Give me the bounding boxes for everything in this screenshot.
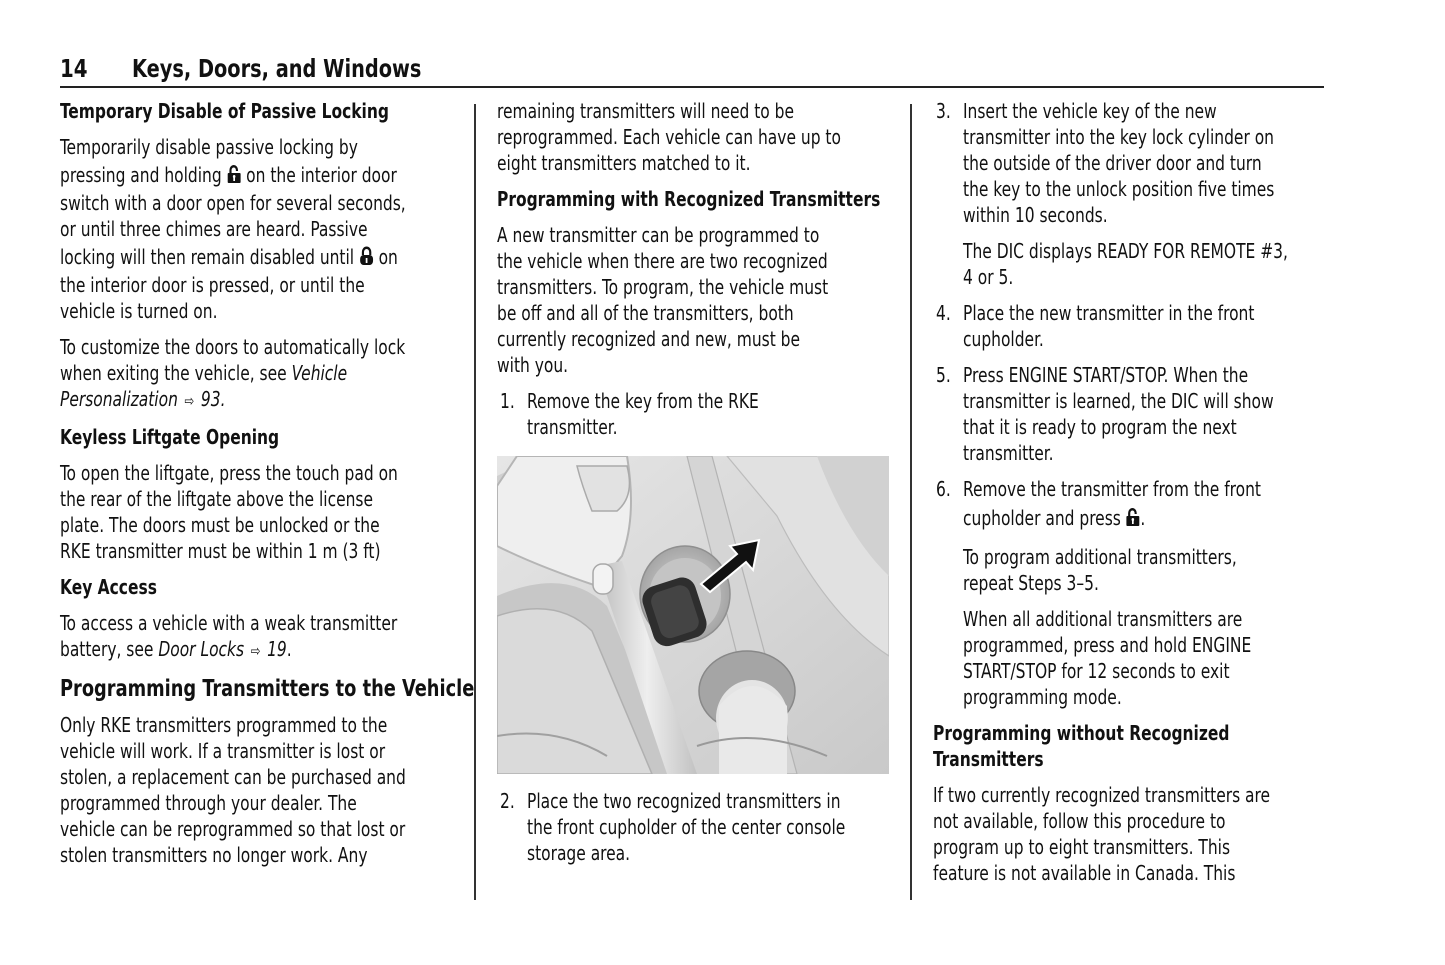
paragraph-temporary-disable: Temporarily disable passive locking by pressing and holding on the interior door switch with a door open for several seconds, or until three chimes are heard. Passive locking will then remain disabled until on the interior door is pressed, or until the vehicle is turned on. xyxy=(60,135,406,323)
step-3: 3. Insert the vehicle key of the new transmitter into the key lock cylinder on the outside of the driver door and turn the key to the unlock position five times within 10 seconds. xyxy=(936,99,1275,227)
unlock-icon xyxy=(1126,507,1141,527)
heading-with-recognized: Programming with Recognized Transmitters xyxy=(497,187,881,211)
page-reference-arrow-icon: ⇨ xyxy=(184,392,195,410)
column-divider xyxy=(910,104,912,900)
heading-keyless-liftgate: Keyless Liftgate Opening xyxy=(60,425,280,449)
column-divider xyxy=(474,104,476,900)
step-2: 2. Place the two recognized transmitters in the front cupholder of the center console storage area. xyxy=(500,789,846,865)
step-6-note-2: When all additional transmitters are programmed, press and hold ENGINE START/STOP for 12 seconds to exit programming mode. xyxy=(963,607,1252,709)
lock-icon xyxy=(359,246,374,266)
step-3-note: The DIC displays READY FOR REMOTE #3, 4 or 5. xyxy=(963,239,1288,289)
paragraph-liftgate: To open the liftgate, press the touch pad on the rear of the liftgate above the license plate. The doors must be unlocked or the RKE transmitter must be within 1 m (3 ft) xyxy=(60,461,398,563)
step-6: 6. Remove the transmitter from the front cupholder and press . xyxy=(936,477,1261,530)
link-vehicle-personalization[interactable]: Vehicle xyxy=(291,361,348,385)
unlock-icon xyxy=(227,164,242,184)
paragraph-key-access: To access a vehicle with a weak transmitter battery, see Door Locks ⇨ 19. xyxy=(60,611,398,661)
paragraph-programming: Only RKE transmitters programmed to the vehicle will work. If a transmitter is lost or stolen, a replacement can be purchased and programmed through your dealer. The vehicle can be reprogrammed so that lost or stolen transmitters no longer work. Any xyxy=(60,713,406,867)
paragraph-with-recognized: A new transmitter can be programmed to the vehicle when there are two recognized transmitters. To program, the vehicle must be off and all of the transmitters, both currently recognized and new, must be with you. xyxy=(497,223,829,377)
heading-temporary-disable: Temporary Disable of Passive Locking xyxy=(60,99,389,123)
link-door-locks[interactable]: Door Locks xyxy=(158,637,245,661)
step-6-note-1: To program additional transmitters, repeat Steps 3–5. xyxy=(963,545,1237,595)
page-number: 14 xyxy=(60,54,88,83)
page-reference[interactable]: 19 xyxy=(267,637,287,661)
paragraph-continued: remaining transmitters will need to be reprogrammed. Each vehicle can have up to eight transmitters matched to it. xyxy=(497,99,841,175)
column-1 xyxy=(60,98,475,868)
step-1: 1. Remove the key from the RKE transmitter. xyxy=(500,389,759,439)
page-reference-arrow-icon: ⇨ xyxy=(250,642,261,660)
page-reference[interactable]: 93 xyxy=(200,387,221,411)
illustration-svg xyxy=(497,456,889,774)
page-title: Keys, Doors, and Windows xyxy=(132,54,422,83)
heading-without-recognized: Programming without Recognized Transmitters xyxy=(933,721,1230,771)
page-header xyxy=(60,52,1324,88)
paragraph-without-recognized: If two currently recognized transmitters are not available, follow this procedure to program up to eight transmitters. This feature is not available in Canada. This xyxy=(933,783,1271,885)
column-2 xyxy=(497,98,897,866)
paragraph-customize: To customize the doors to automatically lock when exiting the vehicle, see Vehicle Personalization ⇨ 93. xyxy=(60,335,406,411)
step-5: 5. Press ENGINE START/STOP. When the transmitter is learned, the DIC will show that it is ready to program the next transmitter. xyxy=(936,363,1274,465)
heading-programming-transmitters: Programming Transmitters to the Vehicle xyxy=(60,676,475,702)
column-3 xyxy=(933,98,1333,886)
step-4: 4. Place the new transmitter in the front cupholder. xyxy=(936,301,1255,351)
heading-key-access: Key Access xyxy=(60,575,157,599)
link-vehicle-personalization[interactable]: Personalization xyxy=(60,387,178,411)
console-cupholder-illustration xyxy=(497,456,889,774)
